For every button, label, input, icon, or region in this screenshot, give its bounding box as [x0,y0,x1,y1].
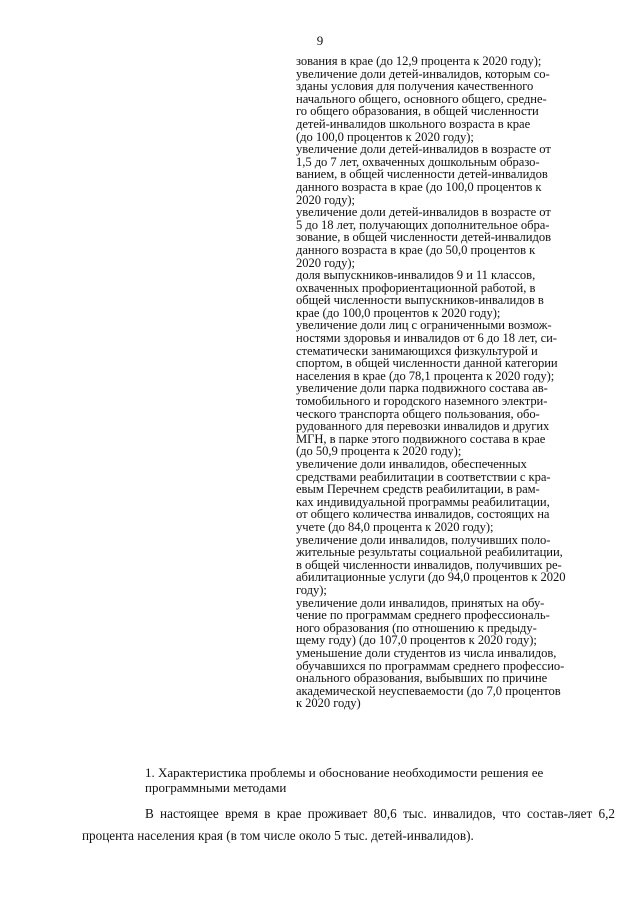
indicator-item: увеличение доли детей-инвалидов в возрасте от 1,5 до 7 лет, охваченных дошкольным образо- ванием, в общей численности детей-инвалидов данного возраста в крае (до 100,0 процентов к 2020 году); [296,142,551,207]
page-number: 9 [316,33,324,48]
body-paragraph-text: В настоящее время в крае проживает 80,6 тыс. инвалидов, что состав-ляет 6,2 процента населения края (в том числе около 5 тыс. детей-инвалидов). [82,806,615,843]
body-paragraph [82,803,615,847]
indicator-item: увеличение доли инвалидов, обеспеченных средствами реабилитации в соответствии с кра- евым Перечнем средств реабилитации, в рам- ках индивидуальной программы реабилитации, от общего количества инвалидов, состоящих на учете (до 84,0 процента к 2020 году); [296,457,551,534]
section-heading-text: 1. Характеристика проблемы и обоснование необходимости решения ее программными методами [145,765,544,795]
indicator-item: зования в крае (до 12,9 процента к 2020 году); [296,54,542,68]
indicator-item: доля выпускников-инвалидов 9 и 11 классов, охваченных профориентационной работой, в общей численности выпускников-инвалидов в крае (до 100,0 процентов к 2020 году); [296,268,544,320]
indicator-item: увеличение доли инвалидов, принятых на обу- чение по программам среднего профессиональ- ного образования (по отношению к предыду- щему году) (до 107,0 процентов к 2020 году); [296,595,550,648]
indicator-item: увеличение доли детей-инвалидов, которым со- зданы условия для получения качественного начального общего, основного общего, средне- го общего образования, в общей численности детей-инвалидов школьного возраста в крае (до 100,0 процентов к 2020 году); [296,66,550,144]
indicator-item: увеличение доли детей-инвалидов в возрасте от 5 до 18 лет, получающих дополнительное обра- зование, в общей численности детей-инвалидов данного возраста в крае (до 50,0 процентов к 2020 году); [296,205,551,270]
indicator-item: уменьшение доли студентов из числа инвалидов, обучавшихся по программам среднего профессио- онального образования, выбывших по причине академической неуспеваемости (до 7,0 процентов к 2020 году) [296,645,565,711]
section-heading [145,766,615,795]
indicator-item: увеличение доли лиц с ограниченными возмож- ностями здоровья и инвалидов от 6 до 18 лет, си- стематически занимающихся физкультурой и спортом, в общей численности данной категории населения в крае (до 78,1 процента к 2020 году); [296,318,558,383]
indicator-item: увеличение доли парка подвижного состава ав- томобильного и городского наземного электри- ческого транспорта общего пользования, обо- рудованного для перевозки инвалидов и других МГН, в парке этого подвижного состава в крае (до 50,9 процента к 2020 году); [296,381,550,459]
indicator-item: увеличение доли инвалидов, получивших поло- жительные результаты социальной реабилитации, в общей численности инвалидов, получивших ре- абилитационные услуги (до 94,0 процентов к 2020 году); [296,532,566,597]
indicators-list [296,55,608,710]
